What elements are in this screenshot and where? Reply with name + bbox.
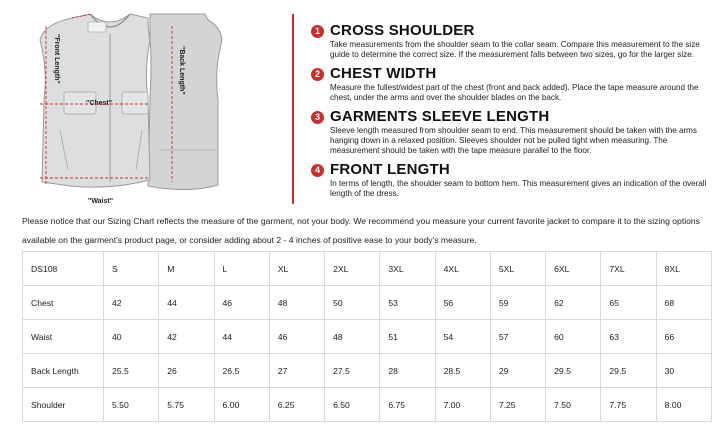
step-number-badge: 3 [311,111,324,124]
brand-patch [88,22,106,32]
front-length-label: "Front Length" [53,34,60,84]
step-title: CROSS SHOULDER [330,22,475,39]
table-cell: 7.00 [435,388,490,422]
table-cell: 8.00 [656,388,711,422]
step-title: FRONT LENGTH [330,161,450,178]
step-description: In terms of length, the shoulder seam to bottom hem. This measurement gives an indication of the overall length of the dress. [330,179,707,198]
table-cell: 27.5 [325,354,380,388]
step-number-badge: 1 [311,25,324,38]
table-cell: L [214,252,269,286]
table-cell: 50 [325,286,380,320]
table-cell: S [104,252,159,286]
table-cell: 5.50 [104,388,159,422]
table-cell: 7.25 [490,388,545,422]
table-cell: 29 [490,354,545,388]
table-cell: DS108 [23,252,104,286]
table-cell: 28.5 [435,354,490,388]
vest-illustration [0,0,290,212]
table-cell: Chest [23,286,104,320]
table-cell: Waist [23,320,104,354]
table-cell: 68 [656,286,711,320]
table-cell: 26 [159,354,214,388]
size-chart-table [22,251,712,422]
back-length-label: "Back Length" [178,46,185,95]
table-cell: 26.5 [214,354,269,388]
table-cell: 5.75 [159,388,214,422]
waist-label: "Waist" [88,198,114,205]
table-cell: M [159,252,214,286]
chest-label: "Chest" [86,100,113,107]
table-cell: 66 [656,320,711,354]
measurement-instructions [308,22,708,204]
table-cell: 29.5 [601,354,656,388]
table-cell: 40 [104,320,159,354]
table-cell: 46 [269,320,324,354]
step-title: CHEST WIDTH [330,65,437,82]
table-row [23,354,712,388]
step-number-badge: 2 [311,68,324,81]
table-cell: 30 [656,354,711,388]
table-cell: 25.5 [104,354,159,388]
table-cell: 7XL [601,252,656,286]
table-cell: 44 [159,286,214,320]
table-cell: 5XL [490,252,545,286]
table-cell: 48 [325,320,380,354]
table-cell: 7.75 [601,388,656,422]
vest-diagram [0,0,290,212]
step-title: GARMENTS SLEEVE LENGTH [330,108,550,125]
table-cell: 53 [380,286,435,320]
table-row [23,286,712,320]
step-number-badge: 4 [311,164,324,177]
table-row [23,252,712,286]
table-cell: 28 [380,354,435,388]
table-cell: 6XL [546,252,601,286]
table-cell: 54 [435,320,490,354]
table-cell: 6.00 [214,388,269,422]
step-chest-width [308,65,708,103]
sizing-notice: Please notice that our Sizing Chart reflects the measure of the garment, not your body. We recommend you measure your current favorite jacket to compare it to the sizing options available on the garment's product page, or consider adding about 2 - 4 inches of positive ease to your body's measure. [22,216,700,245]
table-cell: 6.75 [380,388,435,422]
table-cell: XL [269,252,324,286]
step-sleeve-length [308,108,708,156]
table-cell: 7.50 [546,388,601,422]
table-row [23,320,712,354]
step-description: Measure the fullest/widest part of the chest (front and back added). Place the tape measure around the chest, under the arms and over the shoulder blades on the back. [330,83,699,102]
section-divider [292,14,294,204]
table-cell: Back Length [23,354,104,388]
vest-back [148,14,222,189]
table-cell: 57 [490,320,545,354]
table-cell: 60 [546,320,601,354]
table-cell: 59 [490,286,545,320]
table-cell: 8XL [656,252,711,286]
table-cell: 48 [269,286,324,320]
table-cell: 29.5 [546,354,601,388]
table-cell: 6.25 [269,388,324,422]
step-description: Sleeve length measured from shoulder seam to end. This measurement should be taken with the arms hanging down in a relaxed position. Sleeves shoulder not be pulled tight when measuring. The measurement should be taken with the tape measure parallel to the floor. [330,126,697,155]
table-cell: 42 [104,286,159,320]
table-cell: 27 [269,354,324,388]
step-description: Take measurements from the shoulder seam to the collar seam. Compare this measurement to the size guide to determine the correct size. If the measurement falls between two sizes, go for the larger size. [330,40,700,59]
table-cell: 6.50 [325,388,380,422]
table-cell: 51 [380,320,435,354]
step-front-length [308,161,708,199]
table-cell: 63 [601,320,656,354]
table-cell: 3XL [380,252,435,286]
table-cell: Shoulder [23,388,104,422]
table-cell: 46 [214,286,269,320]
table-cell: 2XL [325,252,380,286]
table-row [23,388,712,422]
table-cell: 4XL [435,252,490,286]
right-chest-pocket [122,92,148,114]
step-cross-shoulder [308,22,708,60]
table-cell: 56 [435,286,490,320]
table-cell: 62 [546,286,601,320]
table-cell: 44 [214,320,269,354]
table-cell: 42 [159,320,214,354]
table-cell: 65 [601,286,656,320]
